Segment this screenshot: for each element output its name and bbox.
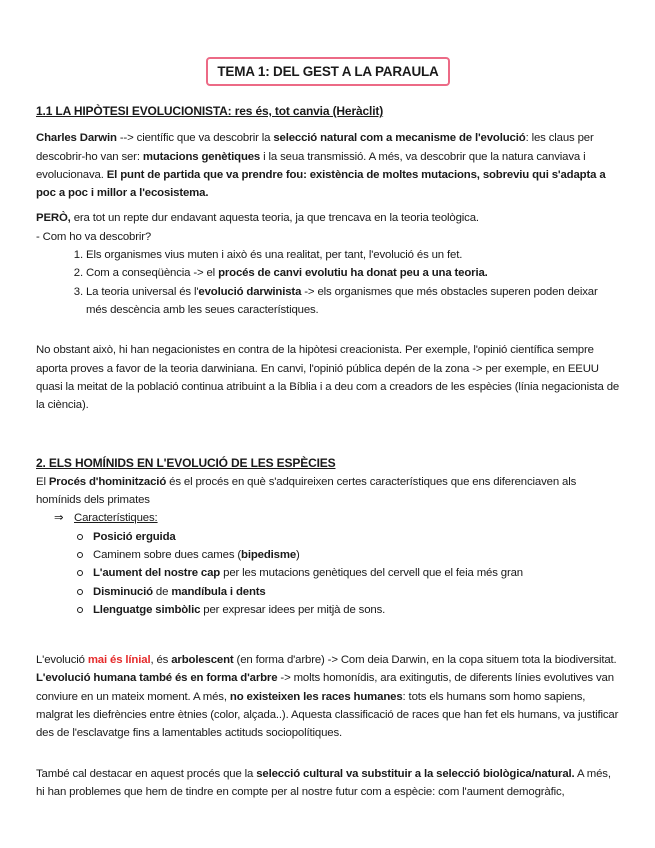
- text: --> científic que va descobrir la: [116, 132, 274, 145]
- text: Com a conseqüència -> el: [86, 267, 219, 280]
- text: Caminem sobre dues cames (: [93, 548, 242, 561]
- text: L'evolució: [36, 654, 88, 667]
- text: La teoria universal és l': [86, 285, 199, 298]
- text-bold: Llenguatge simbòlic: [93, 603, 201, 616]
- list-item: [86, 246, 620, 264]
- text-bold: Posició erguida: [93, 530, 176, 543]
- text: de: [152, 585, 172, 598]
- text: ): [296, 548, 300, 561]
- text-bold: L'evolució humana també és en forma d'arbre: [36, 672, 278, 685]
- text-bold: procés de canvi evolutiu ha donat peu a una teoria.: [218, 267, 488, 280]
- text-bold: mutacions genètiques: [142, 150, 261, 163]
- text: (en forma d'arbre) -> Com deia Darwin, en la copa situem tota la biodiversitat.: [233, 654, 617, 667]
- list-item: [76, 528, 620, 546]
- cultural-selection-paragraph: [36, 765, 620, 802]
- text: -> els organismes que més obstacles superen poden deixar més descència amb les seues característiques.: [86, 285, 598, 316]
- text: El: [36, 475, 49, 488]
- text-bold: bipedisme: [241, 548, 297, 561]
- list-item: [76, 601, 620, 619]
- text-bold: Disminució: [93, 585, 153, 598]
- text-bold: evolució darwinista: [198, 285, 302, 298]
- section-heading-2: 2. ELS HOMÍNIDS EN L'EVOLUCIÓ DE LES ESPÈCIES: [36, 456, 336, 471]
- text: Els organismes vius muten i això és una realitat, per tant, l'evolució és un fet.: [86, 249, 463, 262]
- text: i la seua transmissió. A més, va descobrir que la natura canviava i evolucionava.: [36, 150, 586, 181]
- text: A més, hi han problemes que hem de tindre en compte per al nostre futur com a espècie: com l'aument demogràfic,: [36, 767, 611, 798]
- tree-evolution-paragraph: [36, 651, 620, 742]
- list-item: [76, 564, 620, 582]
- text-bold: arbolescent: [171, 654, 234, 667]
- question-line: - Com ho va descobrir?: [36, 230, 152, 243]
- text-bold: El punt de partida que va prendre fou: existència de moltes mutacions, sobreviu qui s'adapta a poc a poc i millor a l'ecosistema.: [36, 168, 606, 200]
- text: -> molts homonídis, ara exitingutis, de diferents línies evolutives van conviure en un mateix moment. A més,: [36, 672, 614, 703]
- document-body: [36, 102, 620, 801]
- text-bold: selecció cultural va substituir a la selecció biològica/natural.: [256, 767, 575, 780]
- text-bold: no existeixen les races humanes: [229, 690, 403, 703]
- text-bold: PERÒ,: [36, 212, 71, 225]
- text-bold: Procés d'hominització: [48, 475, 167, 488]
- arrow-icon: ⇒: [54, 512, 64, 525]
- features-heading: [36, 509, 620, 527]
- text: : tots els humans som homo sapiens, malgrat les diefrències entre ètnies (color, alçada..). Aquesta classificació de races que han fet els humans, va justificar des de l'esclavatge fins a lamentables actituds sociopolítiques.: [36, 690, 619, 740]
- text: , és: [150, 654, 172, 667]
- text-highlight: mai és línial: [87, 654, 151, 667]
- list-item: [86, 283, 620, 320]
- text: També cal destacar en aquest procés que la: [36, 767, 257, 780]
- text: : les claus per descobrir-ho van ser:: [36, 132, 594, 163]
- negationists-paragraph: No obstant això, hi han negacionistes en contra de la hipòtesi creacionista. Per exemple, l'opinió científica sempre aporta proves a favor de la teoria darwiniana. En canvi, l'opinió pública depén de la zona -> per exemple, en EEUU quasi la meitat de la població continua atribuint a la Bíblia i a deu com a creadors de les espècies (línia negacionista de la ciència).: [36, 344, 620, 412]
- features-label: Característiques:: [74, 512, 158, 525]
- list-item: [86, 264, 620, 282]
- pero-paragraph: [36, 209, 620, 227]
- document-title: TEMA 1: DEL GEST A LA PARAULA: [206, 57, 450, 86]
- text: per expresar idees per mitjà de sons.: [200, 603, 386, 616]
- text-bold: L'aument del nostre cap: [93, 567, 221, 580]
- list-item: [76, 546, 620, 564]
- darwin-paragraph: [36, 129, 620, 202]
- text-bold: mandíbula i dents: [171, 585, 266, 598]
- text-bold: Charles Darwin: [36, 132, 117, 145]
- discovery-list: [36, 246, 620, 319]
- text: per les mutacions genètiques del cervell que el feia més gran: [220, 567, 523, 580]
- section-heading-1: 1.1 LA HIPÒTESI EVOLUCIONISTA: res és, tot canvia (Heràclit): [36, 104, 384, 118]
- list-item: [76, 583, 620, 601]
- text-bold: selecció natural com a mecanisme de l'evolució: [273, 132, 526, 145]
- text: és el procés en què s'adquireixen certes característiques que ens diferenciaven als homínids dels primates: [36, 475, 577, 507]
- hominization-paragraph: [36, 473, 620, 510]
- text: era tot un repte dur endavant aquesta teoria, ja que trencava en la teoria teològica.: [70, 212, 479, 225]
- features-list: [36, 528, 620, 619]
